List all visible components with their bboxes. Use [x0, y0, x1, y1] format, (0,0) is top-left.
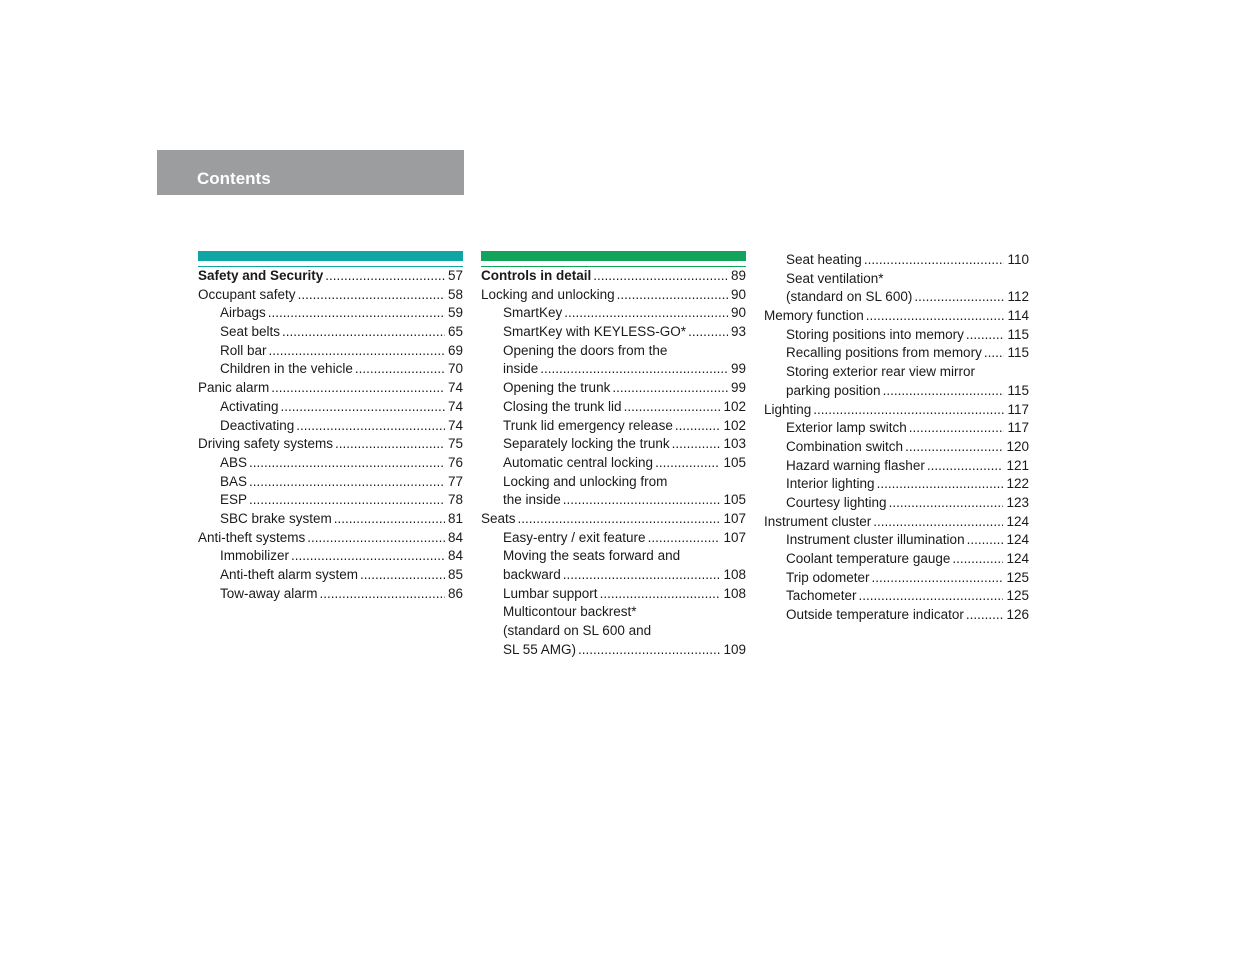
toc-entry[interactable] [764, 550, 1029, 569]
dot-leader [866, 307, 1005, 326]
toc-entry-label: SL 55 AMG) [503, 641, 577, 657]
toc-page-number: 90 [730, 286, 746, 302]
toc-entry[interactable] [481, 286, 746, 305]
toc-entry-label: Trip odometer [786, 569, 870, 585]
toc-page-number: 102 [723, 398, 746, 414]
toc-page-number: 74 [447, 417, 463, 433]
toc-entry-label: Separately locking the trunk [503, 436, 670, 452]
toc-entry-label: Storing positions into memory [786, 326, 964, 342]
toc-entry[interactable] [481, 491, 746, 510]
toc-entry-label: Opening the trunk [503, 380, 611, 396]
toc-entry[interactable] [764, 587, 1029, 606]
dot-leader [282, 323, 445, 342]
dot-leader [813, 401, 1004, 420]
toc-entry-label: Controls in detail [481, 268, 592, 283]
toc-page-number: 123 [1006, 494, 1029, 510]
toc-entry[interactable] [481, 641, 746, 660]
dot-leader [600, 585, 721, 604]
toc-entry[interactable] [198, 491, 463, 510]
toc-entry-label: Anti-theft alarm system [220, 567, 359, 582]
dot-leader [563, 491, 721, 510]
contents-header [157, 150, 464, 195]
toc-entry-label: Seat belts [220, 324, 281, 340]
dot-leader [648, 529, 721, 548]
toc-entry[interactable] [198, 510, 463, 529]
dot-leader [360, 566, 445, 585]
toc-entry-label: Outside temperature indicator [786, 607, 964, 623]
toc-page-number: 99 [730, 361, 746, 377]
toc-entry-label: Memory function [764, 308, 864, 324]
toc-entry[interactable] [764, 569, 1029, 588]
toc-page-number: 115 [1007, 382, 1029, 398]
toc-entry[interactable] [198, 417, 463, 436]
toc-column-controls [481, 251, 746, 659]
toc-entry[interactable] [198, 304, 463, 323]
toc-entry-label: Multicontour backrest* [503, 604, 637, 620]
toc-entry[interactable] [198, 360, 463, 379]
toc-entry[interactable] [481, 585, 746, 604]
toc-entry[interactable] [481, 547, 746, 566]
toc-entry-label: Anti-theft systems [198, 529, 306, 545]
toc-page-number: 115 [1007, 345, 1029, 361]
toc-entry-label: Exterior lamp switch [786, 420, 907, 436]
dot-leader [883, 382, 1005, 401]
toc-entry-label: SmartKey [503, 305, 563, 321]
toc-page-number: 77 [447, 473, 463, 489]
toc-page-number: 69 [447, 342, 463, 358]
toc-column-controls-continued [764, 251, 1029, 625]
toc-entry-label: Lighting [764, 401, 812, 417]
dot-leader [296, 417, 445, 436]
dot-leader [325, 267, 445, 286]
dot-leader [291, 547, 445, 566]
toc-page-number: 126 [1006, 607, 1029, 623]
toc-page-number: 59 [447, 305, 463, 321]
toc-entry[interactable] [198, 473, 463, 492]
toc-entry[interactable] [481, 304, 746, 323]
toc-entry-label: Deactivating [220, 417, 295, 433]
dot-leader [268, 304, 445, 323]
toc-entry-label: Safety and Security [198, 268, 324, 283]
toc-entry[interactable] [481, 379, 746, 398]
dot-leader [335, 435, 445, 454]
toc-page-number: 108 [723, 585, 746, 601]
toc-page-number: 105 [723, 492, 746, 508]
toc-entry-label: Immobilizer [220, 548, 290, 564]
toc-entry[interactable] [764, 251, 1029, 270]
toc-entry[interactable] [481, 342, 746, 361]
dot-leader [966, 326, 1005, 345]
toc-page-number: 70 [447, 361, 463, 377]
toc-entry[interactable] [481, 398, 746, 417]
dot-leader [355, 360, 445, 379]
toc-section-heading[interactable] [481, 266, 746, 286]
toc-entry[interactable] [481, 622, 746, 641]
toc-page-number: 65 [447, 324, 463, 340]
toc-page-number: 89 [730, 268, 746, 283]
dot-leader [672, 435, 721, 454]
dot-leader [864, 251, 1005, 270]
toc-entry-label: Instrument cluster illumination [786, 532, 965, 548]
toc-entry-label: inside [503, 361, 539, 377]
toc-entry[interactable] [764, 326, 1029, 345]
dot-leader [563, 566, 721, 585]
dot-leader [269, 342, 445, 361]
toc-entry-label: Moving the seats forward and [503, 548, 681, 564]
toc-entry-label: SBC brake system [220, 510, 332, 526]
toc-page-number: 124 [1006, 532, 1029, 548]
dot-leader [966, 606, 1004, 625]
toc-entry[interactable] [764, 419, 1029, 438]
dot-leader [298, 286, 445, 305]
dot-leader [518, 510, 721, 529]
toc-entry[interactable] [481, 360, 746, 379]
toc-entry-label: Seat ventilation* [786, 270, 884, 286]
toc-page-number: 109 [723, 641, 746, 657]
toc-page-number: 78 [447, 492, 463, 508]
section-color-bar [198, 251, 463, 261]
toc-entry-label: Locking and unlocking [481, 286, 615, 302]
toc-entry[interactable] [764, 401, 1029, 420]
toc-page-number: 120 [1006, 438, 1029, 454]
toc-entry[interactable] [481, 603, 746, 622]
toc-entry-label: Airbags [220, 305, 266, 321]
toc-column-safety [198, 251, 463, 603]
toc-entry[interactable] [764, 270, 1029, 289]
toc-entry-label: Locking and unlocking from [503, 473, 668, 489]
toc-entry-label: Storing exterior rear view mirror [786, 364, 976, 380]
toc-entry-label: SmartKey with KEYLESS-GO* [503, 324, 687, 340]
toc-entry-label: Easy-entry / exit feature [503, 529, 646, 545]
toc-page-number: 125 [1006, 588, 1029, 604]
toc-entry-label: Interior lighting [786, 476, 875, 492]
dot-leader [909, 419, 1005, 438]
toc-entry-label: backward [503, 567, 561, 582]
toc-page-number: 86 [447, 585, 463, 601]
toc-entry[interactable] [198, 398, 463, 417]
dot-leader [593, 267, 728, 286]
toc-entry-label: Tow-away alarm [220, 585, 318, 601]
toc-page-number: 102 [723, 417, 746, 433]
toc-entry[interactable] [198, 566, 463, 585]
toc-page-number: 57 [447, 268, 463, 283]
dot-leader [612, 379, 728, 398]
toc-entry[interactable] [198, 323, 463, 342]
toc-entry[interactable] [198, 379, 463, 398]
dot-leader [617, 286, 728, 305]
toc-page-number: 99 [730, 380, 746, 396]
toc-entry-label: Children in the vehicle [220, 361, 353, 377]
dot-leader [984, 344, 1005, 363]
dot-leader [655, 454, 720, 473]
toc-entry[interactable] [481, 417, 746, 436]
toc-page-number: 103 [723, 436, 746, 452]
toc-page-number: 74 [447, 380, 463, 396]
dot-leader [889, 494, 1004, 513]
toc-entry[interactable] [198, 342, 463, 361]
toc-entry-label: Closing the trunk lid [503, 398, 622, 414]
dot-leader [914, 288, 1004, 307]
toc-entry[interactable] [764, 606, 1029, 625]
dot-leader [307, 529, 445, 548]
page-title: Contents [197, 169, 271, 188]
dot-leader [540, 360, 728, 379]
toc-page-number: 84 [447, 548, 463, 564]
toc-entry-label: Combination switch [786, 438, 904, 454]
dot-leader [872, 569, 1004, 588]
toc-entry-label: BAS [220, 473, 248, 489]
toc-entry[interactable] [481, 435, 746, 454]
toc-page-number: 74 [447, 398, 463, 414]
toc-entry-label: Trunk lid emergency release [503, 417, 673, 433]
toc-page-number: 84 [447, 529, 463, 545]
toc-entry[interactable] [198, 529, 463, 548]
toc-page-number: 76 [447, 454, 463, 470]
toc-entry-label: Lumbar support [503, 585, 598, 601]
dot-leader [873, 513, 1003, 532]
dot-leader [281, 398, 445, 417]
section-color-bar [481, 251, 746, 261]
toc-page-number: 108 [723, 567, 746, 582]
toc-entry-label: Seat heating [786, 252, 862, 267]
toc-page-number: 105 [723, 454, 746, 470]
toc-page-number: 75 [447, 436, 463, 452]
toc-page-number: 121 [1006, 457, 1029, 473]
toc-page-number: 85 [447, 567, 463, 582]
toc-entry[interactable] [764, 531, 1029, 550]
toc-page-number: 117 [1007, 401, 1029, 417]
toc-entry-label: Occupant safety [198, 286, 296, 302]
toc-entry[interactable] [764, 494, 1029, 513]
toc-page-number: 117 [1007, 420, 1029, 436]
toc-entry-label: Opening the doors from the [503, 342, 668, 358]
dot-leader [877, 475, 1004, 494]
toc-page-number: 90 [730, 305, 746, 321]
toc-entry-label: Panic alarm [198, 380, 270, 396]
dot-leader [675, 417, 721, 436]
dot-leader [952, 550, 1003, 569]
toc-entry[interactable] [764, 307, 1029, 326]
toc-page-number: 114 [1007, 308, 1029, 324]
toc-page-number: 124 [1006, 513, 1029, 529]
toc-page-number: 125 [1006, 569, 1029, 585]
toc-page-number: 112 [1007, 289, 1029, 305]
dot-leader [967, 531, 1004, 550]
toc-entry-label: (standard on SL 600 and [503, 623, 652, 639]
toc-entry-label: Courtesy lighting [786, 494, 887, 510]
toc-entry-label: ESP [220, 492, 248, 508]
dot-leader [320, 585, 445, 604]
toc-page-number: 81 [447, 510, 463, 526]
toc-entry-label: the inside [503, 492, 561, 508]
toc-entry[interactable] [481, 473, 746, 492]
toc-entry[interactable] [198, 454, 463, 473]
toc-entry[interactable] [764, 382, 1029, 401]
toc-section-heading[interactable] [198, 266, 463, 286]
dot-leader [249, 473, 445, 492]
toc-entry[interactable] [764, 363, 1029, 382]
toc-entry[interactable] [764, 513, 1029, 532]
toc-entry[interactable] [198, 547, 463, 566]
toc-entry-label: Roll bar [220, 342, 267, 358]
toc-entry-label: Hazard warning flasher [786, 457, 925, 473]
toc-entry[interactable] [764, 344, 1029, 363]
toc-page-number: 122 [1006, 476, 1029, 492]
dot-leader [249, 454, 445, 473]
toc-entry-label: Automatic central locking [503, 454, 654, 470]
toc-page-number: 107 [723, 529, 746, 545]
dot-leader [271, 379, 445, 398]
toc-entry-label: Instrument cluster [764, 513, 872, 529]
dot-leader [905, 438, 1003, 457]
toc-entry-label: parking position [786, 382, 881, 398]
toc-page-number: 110 [1007, 252, 1029, 267]
dot-leader [624, 398, 721, 417]
toc-page-number: 115 [1007, 326, 1029, 342]
toc-entry-label: Coolant temperature gauge [786, 551, 951, 566]
toc-entry-label: Activating [220, 398, 279, 414]
dot-leader [859, 587, 1004, 606]
toc-page-number: 124 [1006, 551, 1029, 566]
toc-entry[interactable] [198, 286, 463, 305]
dot-leader [249, 491, 445, 510]
toc-entry[interactable] [481, 454, 746, 473]
toc-entry[interactable] [764, 438, 1029, 457]
toc-entry[interactable] [764, 457, 1029, 476]
toc-page-number: 93 [730, 324, 746, 340]
toc-entry-label: Tachometer [786, 588, 857, 604]
toc-entry[interactable] [198, 585, 463, 604]
toc-entry[interactable] [481, 529, 746, 548]
toc-entry[interactable] [481, 566, 746, 585]
toc-entry-label: Seats [481, 510, 516, 526]
toc-entry-label: (standard on SL 600) [786, 289, 913, 305]
toc-entry[interactable] [764, 475, 1029, 494]
toc-page-number: 58 [447, 286, 463, 302]
dot-leader [927, 457, 1004, 476]
dot-leader [334, 510, 445, 529]
toc-entry[interactable] [481, 323, 746, 342]
toc-entry[interactable] [481, 510, 746, 529]
toc-entry-label: Driving safety systems [198, 436, 334, 452]
dot-leader [688, 323, 728, 342]
toc-entry[interactable] [764, 288, 1029, 307]
toc-entry-label: ABS [220, 454, 248, 470]
toc-page-number: 107 [723, 510, 746, 526]
toc-entry[interactable] [198, 435, 463, 454]
dot-leader [564, 304, 728, 323]
dot-leader [578, 641, 720, 660]
toc-entry-label: Recalling positions from memory [786, 345, 982, 361]
